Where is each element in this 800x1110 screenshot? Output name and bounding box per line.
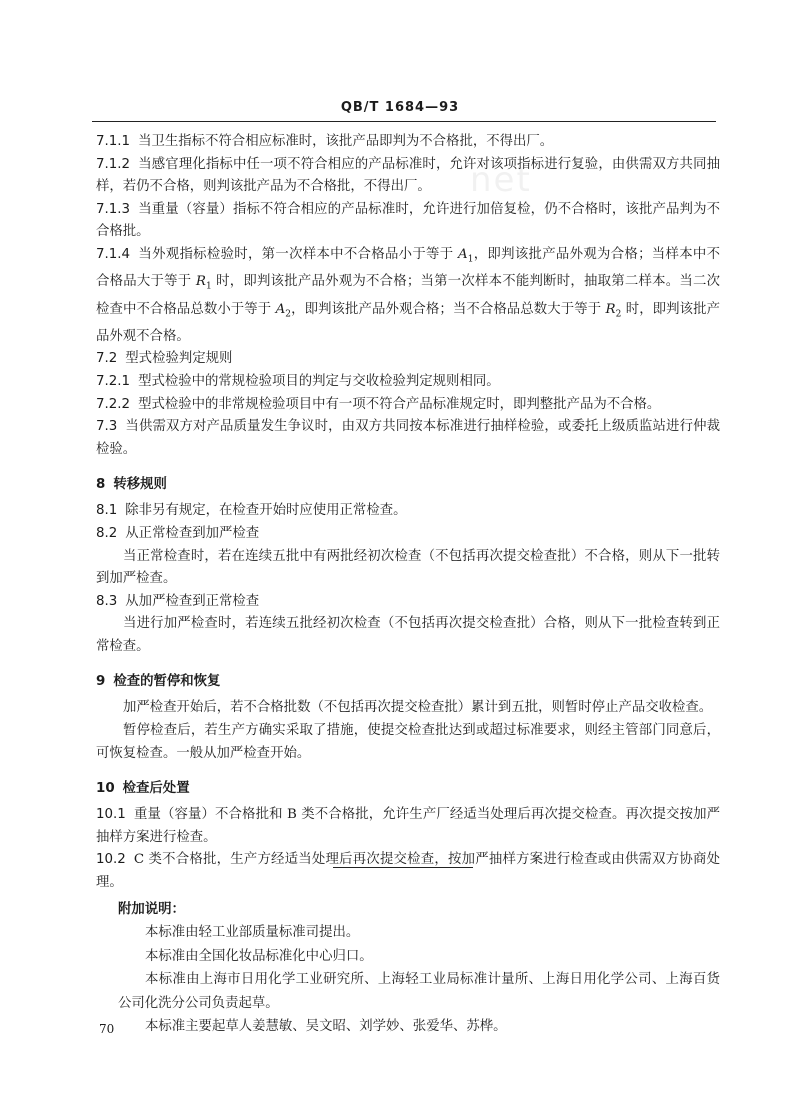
clause-7-1-4: 7.1.4 当外观指标检验时，第一次样本中不合格品小于等于 $A_1$，即判该批产品外观为合格；当样本中不合格品大于等于 $R_1$ 时，即判该批产品外观为不合格；当第一次样本不能判断时，抽取第二样本。当二次检查中不合格品总数小于等于 $A_2$，即判该批产品外观合格；当不合格品总数大于等于 $R_2$ 时，即判该批产品外观不合格。 [96, 246, 720, 344]
document-body [96, 131, 720, 895]
section-9-para-2: 暂停检查后，若生产方确实采取了措施，使提交检查批达到或超过标准要求，则经主管部门同意后，可恢复检查。一般从加严检查开始。 [96, 723, 720, 761]
clause-7-1-1: 7.1.1 当卫生指标不符合相应标准时，该批产品即判为不合格批，不得出厂。 [96, 134, 554, 149]
standard-code-header: QB/T 1684—93 [340, 100, 460, 115]
clause-7-2: 7.2 型式检验判定规则 [96, 351, 233, 367]
notes-line: 本标准主要起草人姜慧敏、吴文昭、刘学妙、张爱华、苏桦。 [145, 1019, 507, 1035]
clause-8-2-body: 当正常检查时，若在连续五批中有两批经初次检查（不包括再次提交检查批）不合格，则从下一批转到加严检查。 [96, 548, 720, 587]
clause-7-1-2: 7.1.2 当感官理化指标中任一项不符合相应的产品标准时，允许对该项指标进行复验，由供需双方共同抽样，若仍不合格，则判该批产品为不合格批，不得出厂。 [96, 156, 720, 195]
clause-7-2-2: 7.2.2 型式检验中的非常规检验项目中有一项不符合产品标准规定时，即判整批产品为不合格。 [96, 396, 661, 412]
clause-10-1: 10.1 重量（容量）不合格批和 B 类不合格批，允许生产厂经适当处理后再次提交检查。再次提交按加严抽样方案进行检查。 [96, 807, 720, 845]
section-10-heading: 10 检查后处置 [96, 781, 190, 797]
additional-notes [118, 898, 720, 1038]
clause-7-1-3: 7.1.3 当重量（容量）指标不符合相应的产品标准时，允许进行加倍复检，仍不合格时，该批产品判为不合格批。 [96, 201, 720, 240]
clause-7-3: 7.3 当供需双方对产品质量发生争议时，由双方共同按本标准进行抽样检验，或委托上级质监站进行仲裁检验。 [96, 419, 720, 457]
notes-line: 本标准由轻工业部质量标准司提出。 [145, 925, 360, 941]
clause-8-1: 8.1 除非另有规定，在检查开始时应使用正常检查。 [96, 503, 407, 519]
section-8-heading: 8 转移规则 [96, 477, 167, 493]
clause-8-3-body: 当进行加严检查时，若连续五批经初次检查（不包括再次提交检查批）合格，则从下一批检查转到正常检查。 [96, 616, 720, 654]
notes-line: 本标准由上海市日用化学工业研究所、上海轻工业局标准计量所、上海日用化学公司、上海百货公司化洗分公司负责起草。 [118, 972, 720, 1011]
section-9-heading: 9 检查的暂停和恢复 [96, 674, 221, 690]
end-divider [333, 867, 473, 868]
notes-title: 附加说明： [118, 902, 185, 917]
clause-8-2: 8.2 从正常检查到加严检查 [96, 525, 260, 541]
clause-10-2: 10.2 C 类不合格批，生产方经适当处理后再次提交检查，按加严抽样方案进行检查或由供需双方协商处理。 [96, 852, 720, 891]
page-number: 70 [99, 1022, 115, 1036]
watermark: net [470, 160, 532, 200]
notes-line: 本标准由全国化妆品标准化中心归口。 [145, 948, 373, 964]
clause-8-3: 8.3 从加严检查到正常检查 [96, 593, 260, 609]
clause-7-2-1: 7.2.1 型式检验中的常规检验项目的判定与交收检验判定规则相同。 [96, 373, 500, 389]
section-9-para-1: 加严检查开始后，若不合格批数（不包括再次提交检查批）累计到五批，则暂时停止产品交收检查。 [123, 700, 713, 716]
header-rule [92, 121, 716, 122]
